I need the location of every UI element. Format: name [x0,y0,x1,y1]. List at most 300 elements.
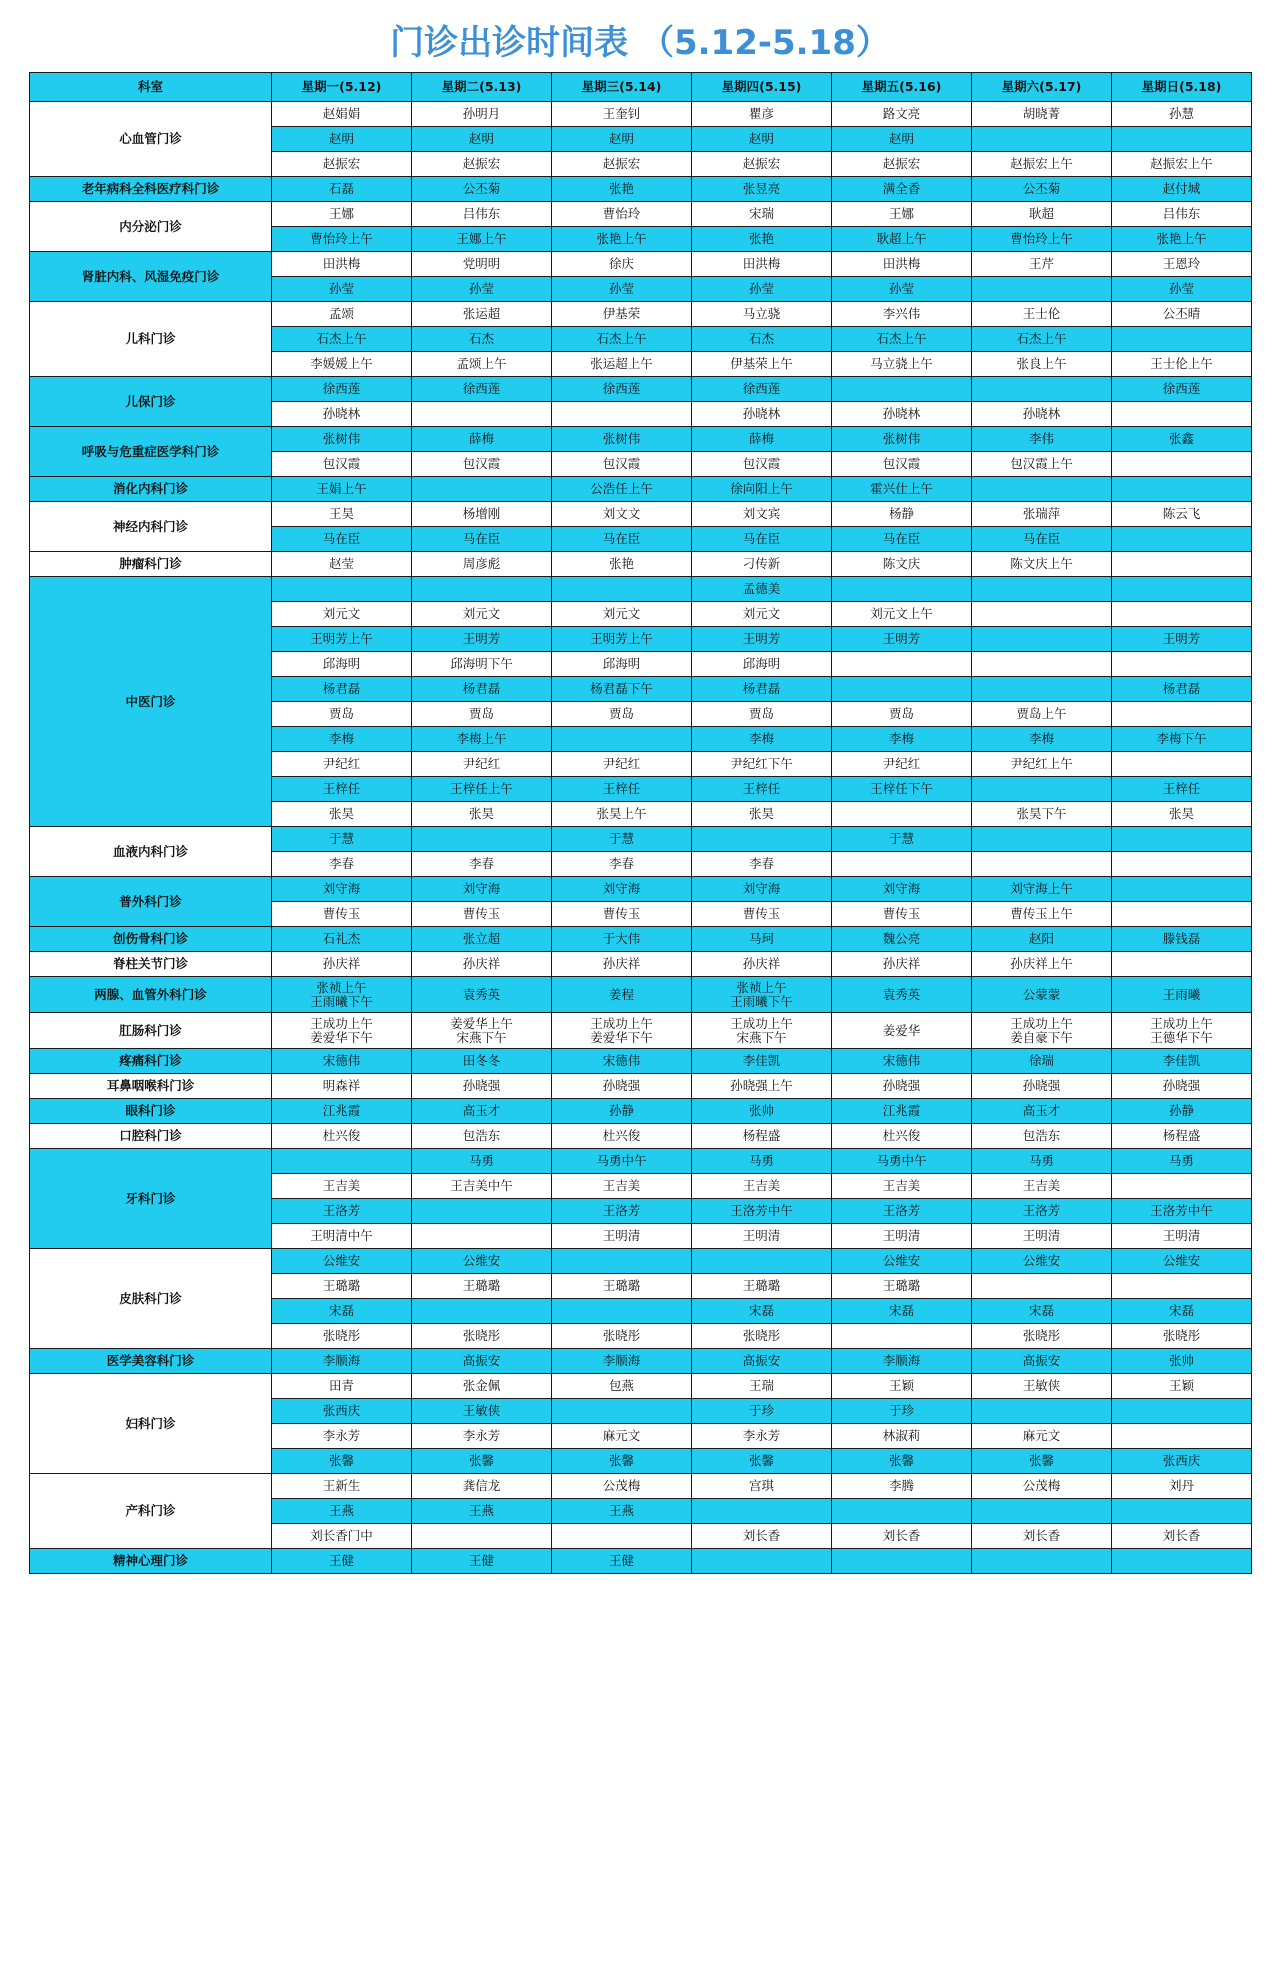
doctor-cell: 石礼杰 [272,927,412,952]
doctor-cell: 李梅上午 [412,727,552,752]
doctor-cell: 马勇 [972,1149,1112,1174]
doctor-cell: 刘守海 [552,877,692,902]
schedule-row [30,477,1252,502]
doctor-cell: 包汉霞 [832,452,972,477]
doctor-cell: 宋德伟 [272,1049,412,1074]
schedule-row [30,952,1252,977]
doctor-cell: 陈云飞 [1112,502,1252,527]
doctor-cell [272,1149,412,1174]
doctor-cell: 包汉霞 [272,452,412,477]
doctor-cell: 刘守海 [272,877,412,902]
doctor-cell: 孙晓林 [272,402,412,427]
schedule-row [30,1049,1252,1074]
schedule-row [30,1249,1252,1274]
doctor-cell: 刘文宾 [692,502,832,527]
department-name: 神经内科门诊 [30,502,272,552]
doctor-cell [832,802,972,827]
department-name: 肛肠科门诊 [30,1013,272,1049]
doctor-cell: 孙莹 [832,277,972,302]
doctor-cell: 孙庆祥上午 [972,952,1112,977]
doctor-cell: 李春 [272,852,412,877]
doctor-cell: 王恩玲 [1112,252,1252,277]
doctor-cell: 李佳凯 [1112,1049,1252,1074]
doctor-cell: 张昱亮 [692,177,832,202]
doctor-cell: 伊基荣上午 [692,352,832,377]
schedule-row [30,1013,1252,1049]
doctor-cell: 徐向阳上午 [692,477,832,502]
doctor-cell: 江兆霞 [832,1099,972,1124]
doctor-cell: 王梓任上午 [412,777,552,802]
doctor-cell: 孙庆祥 [552,952,692,977]
doctor-cell: 公维安 [832,1249,972,1274]
doctor-cell: 高玉才 [972,1099,1112,1124]
schedule-row [30,827,1252,852]
doctor-cell: 包浩东 [412,1124,552,1149]
doctor-cell: 徐瑞 [972,1049,1112,1074]
doctor-cell: 王吉美 [272,1174,412,1199]
doctor-cell: 曹传玉上午 [972,902,1112,927]
doctor-cell: 张馨 [692,1449,832,1474]
doctor-cell: 姜爱华 [832,1013,972,1049]
doctor-cell [972,652,1112,677]
doctor-cell: 王洛芳中午 [1112,1199,1252,1224]
doctor-cell-line: 姜爱华下午 [590,1029,653,1045]
doctor-cell: 徐西莲 [1112,377,1252,402]
doctor-cell [1112,852,1252,877]
doctor-cell [552,1524,692,1549]
doctor-cell: 张运超上午 [552,352,692,377]
doctor-cell: 包汉霞 [412,452,552,477]
doctor-cell-line: 王成功上午 [1010,1015,1073,1031]
doctor-cell: 孙晓强上午 [692,1074,832,1099]
doctor-cell: 孙晓强 [832,1074,972,1099]
doctor-cell: 孙晓强 [552,1074,692,1099]
doctor-cell: 孙莹 [1112,277,1252,302]
department-name: 脊柱关节门诊 [30,952,272,977]
department-name: 产科门诊 [30,1474,272,1549]
doctor-cell: 田洪梅 [692,252,832,277]
doctor-cell: 石杰 [412,327,552,352]
doctor-cell [1112,1013,1252,1049]
doctor-cell: 王吉美 [972,1174,1112,1199]
schedule-row [30,977,1252,1013]
doctor-cell: 贾岛 [832,702,972,727]
doctor-cell: 刘元文 [552,602,692,627]
doctor-cell [972,577,1112,602]
doctor-cell: 杜兴俊 [552,1124,692,1149]
doctor-cell [1112,402,1252,427]
doctor-cell: 贾岛 [692,702,832,727]
doctor-cell: 曹传玉 [692,902,832,927]
doctor-cell: 张艳 [552,177,692,202]
doctor-cell: 石杰上午 [552,327,692,352]
doctor-cell: 王燕 [552,1499,692,1524]
doctor-cell: 徐西莲 [552,377,692,402]
doctor-cell [552,402,692,427]
doctor-cell [1112,477,1252,502]
doctor-cell: 霍兴仕上午 [832,477,972,502]
doctor-cell: 马勇 [412,1149,552,1174]
department-name: 眼科门诊 [30,1099,272,1124]
doctor-cell [972,777,1112,802]
doctor-cell: 李永芳 [692,1424,832,1449]
doctor-cell [552,1399,692,1424]
doctor-cell: 马立骁上午 [832,352,972,377]
doctor-cell [412,1224,552,1249]
doctor-cell [412,1524,552,1549]
schedule-row [30,177,1252,202]
doctor-cell [832,852,972,877]
doctor-cell: 马在臣 [272,527,412,552]
doctor-cell: 王士伦 [972,302,1112,327]
doctor-cell [972,602,1112,627]
header-day-7: 星期日(5.18) [1112,73,1252,102]
doctor-cell: 孙莹 [692,277,832,302]
schedule-row [30,927,1252,952]
doctor-cell: 包汉霞上午 [972,452,1112,477]
doctor-cell: 周彦彪 [412,552,552,577]
schedule-row [30,1074,1252,1099]
department-name: 消化内科门诊 [30,477,272,502]
doctor-cell-line: 王雨曦下午 [730,993,793,1009]
doctor-cell: 马在臣 [972,527,1112,552]
doctor-cell [692,1013,832,1049]
doctor-cell [1112,1549,1252,1574]
doctor-cell: 孙晓林 [832,402,972,427]
doctor-cell: 张晓彤 [272,1324,412,1349]
header-day-3: 星期三(5.14) [552,73,692,102]
doctor-cell: 王燕 [272,1499,412,1524]
department-name: 儿科门诊 [30,302,272,377]
doctor-cell: 尹纪红 [832,752,972,777]
doctor-cell: 于珍 [692,1399,832,1424]
doctor-cell: 张运超 [412,302,552,327]
doctor-cell: 公维安 [412,1249,552,1274]
doctor-cell: 李梅 [832,727,972,752]
doctor-cell: 杜兴俊 [832,1124,972,1149]
doctor-cell: 李梅 [972,727,1112,752]
doctor-cell [1112,1424,1252,1449]
doctor-cell: 曹传玉 [832,902,972,927]
doctor-cell: 刘守海 [832,877,972,902]
doctor-cell: 贾岛 [552,702,692,727]
schedule-row [30,427,1252,452]
doctor-cell: 刘守海上午 [972,877,1112,902]
doctor-cell-line: 姜爱华下午 [310,1029,373,1045]
department-name: 血液内科门诊 [30,827,272,877]
doctor-cell: 王梓任 [272,777,412,802]
doctor-cell: 赵振宏 [552,152,692,177]
schedule-row [30,377,1252,402]
department-name: 呼吸与危重症医学科门诊 [30,427,272,477]
doctor-cell: 王璐璐 [412,1274,552,1299]
doctor-cell [1112,527,1252,552]
doctor-cell: 包汉霞 [692,452,832,477]
doctor-cell: 吕伟东 [412,202,552,227]
doctor-cell: 高玉才 [412,1099,552,1124]
doctor-cell: 邱海明下午 [412,652,552,677]
doctor-cell: 王新生 [272,1474,412,1499]
doctor-cell: 赵振宏上午 [1112,152,1252,177]
doctor-cell: 明森祥 [272,1074,412,1099]
doctor-cell: 王吉美 [692,1174,832,1199]
doctor-cell [412,402,552,427]
doctor-cell: 王健 [552,1549,692,1574]
doctor-cell: 邱海明 [272,652,412,677]
doctor-cell: 王明清 [1112,1224,1252,1249]
doctor-cell [972,677,1112,702]
doctor-cell: 孙莹 [552,277,692,302]
doctor-cell: 王娟上午 [272,477,412,502]
doctor-cell: 孙晓强 [412,1074,552,1099]
doctor-cell: 李梅 [272,727,412,752]
doctor-cell: 王吉美中午 [412,1174,552,1199]
doctor-cell: 公茂梅 [552,1474,692,1499]
doctor-cell [272,577,412,602]
doctor-cell: 张晓彤 [412,1324,552,1349]
doctor-cell [1112,327,1252,352]
doctor-cell: 王明芳 [832,627,972,652]
doctor-cell: 曹怡玲上午 [272,227,412,252]
department-name: 普外科门诊 [30,877,272,927]
doctor-cell: 张馨 [552,1449,692,1474]
doctor-cell: 孙明月 [412,102,552,127]
doctor-cell: 王璐璐 [832,1274,972,1299]
doctor-cell-line: 王德华下午 [1150,1029,1213,1045]
doctor-cell: 李永芳 [272,1424,412,1449]
doctor-cell [692,1249,832,1274]
doctor-cell [972,377,1112,402]
doctor-cell: 宋磊 [1112,1299,1252,1324]
doctor-cell: 孙晓强 [972,1074,1112,1099]
doctor-cell [1112,702,1252,727]
doctor-cell: 马勇中午 [552,1149,692,1174]
doctor-cell: 王梓任下午 [832,777,972,802]
doctor-cell: 党明明 [412,252,552,277]
doctor-cell: 赵付城 [1112,177,1252,202]
doctor-cell: 张艳上午 [1112,227,1252,252]
doctor-cell: 石杰上午 [272,327,412,352]
doctor-cell: 王芹 [972,252,1112,277]
doctor-cell: 马勇中午 [832,1149,972,1174]
doctor-cell: 耿超 [972,202,1112,227]
schedule-row [30,877,1252,902]
doctor-cell: 邱海明 [552,652,692,677]
doctor-cell: 马在臣 [832,527,972,552]
doctor-cell [412,827,552,852]
doctor-cell: 马珂 [692,927,832,952]
doctor-cell: 公浩任上午 [552,477,692,502]
doctor-cell: 王明清中午 [272,1224,412,1249]
doctor-cell: 张馨 [412,1449,552,1474]
doctor-cell: 李腾 [832,1474,972,1499]
doctor-cell: 王明芳上午 [552,627,692,652]
doctor-cell: 张帅 [1112,1349,1252,1374]
doctor-cell: 胡晓菁 [972,102,1112,127]
schedule-row [30,1474,1252,1499]
doctor-cell [692,1499,832,1524]
schedule-row [30,502,1252,527]
doctor-cell: 尹纪红下午 [692,752,832,777]
doctor-cell [552,1249,692,1274]
doctor-cell: 张西庆 [1112,1449,1252,1474]
doctor-cell: 王雨曦 [1112,977,1252,1013]
department-name: 精神心理门诊 [30,1549,272,1574]
doctor-cell: 路文亮 [832,102,972,127]
schedule-row [30,302,1252,327]
doctor-cell [832,652,972,677]
doctor-cell: 孙晓强 [1112,1074,1252,1099]
doctor-cell: 王健 [272,1549,412,1574]
doctor-cell [692,827,832,852]
doctor-cell: 魏公亮 [832,927,972,952]
doctor-cell-line: 张祯上午 [316,979,367,995]
doctor-cell: 田冬冬 [412,1049,552,1074]
doctor-cell: 宋磊 [832,1299,972,1324]
doctor-cell: 孙晓林 [972,402,1112,427]
doctor-cell [972,127,1112,152]
doctor-cell: 马在臣 [692,527,832,552]
doctor-cell: 于慧 [832,827,972,852]
doctor-cell: 张晓彤 [692,1324,832,1349]
doctor-cell [1112,577,1252,602]
doctor-cell: 曹传玉 [552,902,692,927]
doctor-cell: 张西庆 [272,1399,412,1424]
doctor-cell: 张昊 [1112,802,1252,827]
doctor-cell: 孙庆祥 [412,952,552,977]
doctor-cell [972,477,1112,502]
doctor-cell: 赵振宏 [272,152,412,177]
doctor-cell: 陈文庆 [832,552,972,577]
doctor-cell [1112,1274,1252,1299]
doctor-cell: 徐西莲 [412,377,552,402]
schedule-row [30,1549,1252,1574]
doctor-cell: 张良上午 [972,352,1112,377]
doctor-cell: 赵明 [552,127,692,152]
doctor-cell: 杨程盛 [692,1124,832,1149]
doctor-cell: 包汉霞 [552,452,692,477]
doctor-cell-line: 王成功上午 [730,1015,793,1031]
doctor-cell: 王梓任 [692,777,832,802]
doctor-cell: 刘元文 [692,602,832,627]
doctor-cell: 于珍 [832,1399,972,1424]
doctor-cell: 宋瑞 [692,202,832,227]
doctor-cell: 王明清 [832,1224,972,1249]
doctor-cell: 张树伟 [272,427,412,452]
doctor-cell: 王璐璐 [692,1274,832,1299]
schedule-row [30,1149,1252,1174]
schedule-row [30,1124,1252,1149]
doctor-cell [552,577,692,602]
doctor-cell-line: 姜爱华上午 [450,1015,513,1031]
doctor-cell: 张馨 [972,1449,1112,1474]
doctor-cell: 龚信龙 [412,1474,552,1499]
department-name: 妇科门诊 [30,1374,272,1474]
doctor-cell [1112,127,1252,152]
doctor-cell: 赵振宏上午 [972,152,1112,177]
doctor-cell: 张帅 [692,1099,832,1124]
doctor-cell: 孙莹 [412,277,552,302]
department-name: 皮肤科门诊 [30,1249,272,1349]
doctor-cell: 赵振宏 [832,152,972,177]
doctor-cell [1112,877,1252,902]
doctor-cell: 公维安 [272,1249,412,1274]
doctor-cell: 孙慧 [1112,102,1252,127]
doctor-cell: 王娜 [272,202,412,227]
doctor-cell: 于慧 [272,827,412,852]
doctor-cell: 孙静 [552,1099,692,1124]
doctor-cell [272,977,412,1013]
header-row [30,73,1252,102]
doctor-cell: 尹纪红上午 [972,752,1112,777]
doctor-cell: 刘长香 [972,1524,1112,1549]
doctor-cell [832,677,972,702]
doctor-cell: 吕伟东 [1112,202,1252,227]
doctor-cell: 贾岛 [272,702,412,727]
doctor-cell: 赵明 [272,127,412,152]
doctor-cell-line: 张祯上午 [736,979,787,995]
department-name: 老年病科全科医疗科门诊 [30,177,272,202]
doctor-cell: 耿超上午 [832,227,972,252]
doctor-cell [692,977,832,1013]
doctor-cell: 张艳 [692,227,832,252]
doctor-cell: 孙莹 [272,277,412,302]
doctor-cell: 徐西莲 [272,377,412,402]
header-department: 科室 [30,73,272,102]
doctor-cell: 张树伟 [552,427,692,452]
doctor-cell: 赵明 [692,127,832,152]
department-name: 肾脏内科、风湿免疫门诊 [30,252,272,302]
doctor-cell: 刘守海 [692,877,832,902]
doctor-cell: 徐庆 [552,252,692,277]
doctor-cell: 杜兴俊 [272,1124,412,1149]
doctor-cell: 李媛媛上午 [272,352,412,377]
doctor-cell: 田洪梅 [272,252,412,277]
doctor-cell [832,377,972,402]
doctor-cell: 张馨 [272,1449,412,1474]
doctor-cell: 张昊下午 [972,802,1112,827]
doctor-cell: 王洛芳 [972,1199,1112,1224]
doctor-cell: 张昊上午 [552,802,692,827]
doctor-cell: 张鑫 [1112,427,1252,452]
doctor-cell: 王健 [412,1549,552,1574]
doctor-cell [1112,1399,1252,1424]
doctor-cell [412,1199,552,1224]
doctor-cell: 王梓任 [552,777,692,802]
doctor-cell: 李顺海 [832,1349,972,1374]
department-name: 儿保门诊 [30,377,272,427]
doctor-cell: 赵阳 [972,927,1112,952]
doctor-cell-line: 王成功上午 [310,1015,373,1031]
doctor-cell-line: 宋燕下午 [456,1029,507,1045]
doctor-cell: 杨增刚 [412,502,552,527]
doctor-cell [1112,827,1252,852]
doctor-cell: 李兴伟 [832,302,972,327]
doctor-cell: 公丕菊 [972,177,1112,202]
doctor-cell: 王昊 [272,502,412,527]
doctor-cell: 孙庆祥 [272,952,412,977]
doctor-cell [412,1013,552,1049]
doctor-cell: 杨君磊 [692,677,832,702]
doctor-cell: 孟德美 [692,577,832,602]
doctor-cell: 于慧 [552,827,692,852]
doctor-cell: 赵明 [832,127,972,152]
doctor-cell: 王敏侠 [972,1374,1112,1399]
doctor-cell: 宋德伟 [552,1049,692,1074]
header-day-1: 星期一(5.12) [272,73,412,102]
doctor-cell: 王明芳 [692,627,832,652]
doctor-cell: 公茂梅 [972,1474,1112,1499]
